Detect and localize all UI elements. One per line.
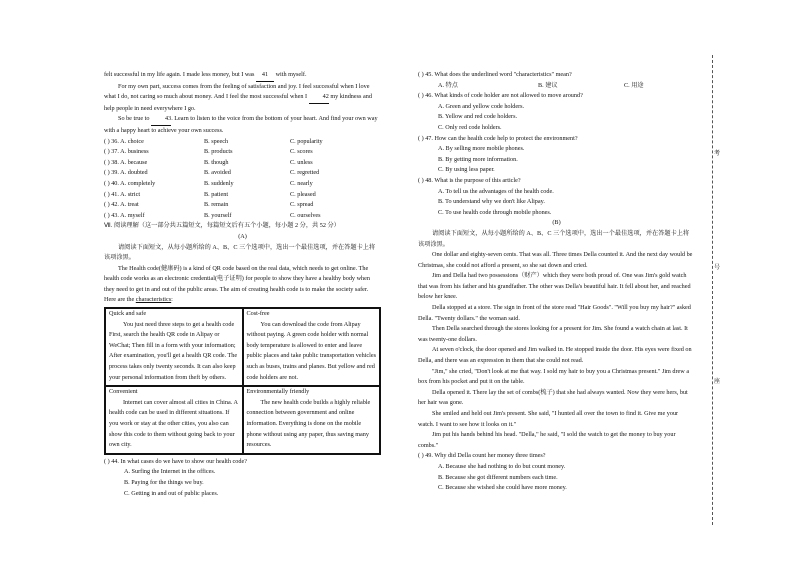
question: ( ) 49. Why did Della count her money three times? xyxy=(418,452,546,460)
answer-blank: 42 xyxy=(309,92,329,104)
question-option: B. yourself xyxy=(204,211,232,219)
option-row xyxy=(104,179,381,190)
question: ( ) 45. What does the underlined word "characteristics" mean? xyxy=(418,71,572,78)
question-option: B. avoided xyxy=(204,169,231,177)
binding-line xyxy=(712,55,713,525)
choice: C. Only red code holders. xyxy=(438,123,502,131)
question-option: C. pleased xyxy=(290,190,316,198)
option-row xyxy=(104,158,381,169)
text: felt successful in my life again. I made less money, but I was xyxy=(104,71,257,78)
info-box xyxy=(243,308,381,386)
choice: B. Because she got different numbers each time. xyxy=(438,473,558,481)
question: ( ) 48. What is the purpose of this article? xyxy=(418,176,521,184)
paragraph: Della opened it. There lay the set of combs(梳子) that she had always wanted. Now they were hers, but her hair was gone. xyxy=(418,388,688,407)
question-option-a: ( ) 36. A. choice xyxy=(104,137,144,145)
question-option: B. products xyxy=(204,148,233,156)
choice: B. Paying for the things we buy. xyxy=(124,478,204,486)
text: The Health code(健康码) is a kind of QR code based on the real data, which needs to get online. The health code works as an electronic credential(电子证明) for people to show they have a healthy body when they need to get in and out of the public areas. The aim of creating health code is to make the society safer. Here are the xyxy=(104,264,370,304)
box-heading: Environmentally friendly xyxy=(246,388,310,396)
paragraph xyxy=(104,114,381,136)
passage-label: (A) xyxy=(238,232,247,240)
paragraph: Jim and Della had two possessions（财产）which they were both proud of. One was Jim's gold watch that was from his father and his grandfather. The other was Della's beautiful hair. It fell about her, and reached below her knee. xyxy=(418,272,691,301)
option-row xyxy=(104,137,381,148)
text: with myself. xyxy=(274,71,307,78)
choice: C. Because she wished she could have more money. xyxy=(438,484,567,492)
choice: A. 特点 xyxy=(438,81,458,89)
question-option: C. unless xyxy=(290,158,313,166)
instruction: 请阅读下面短文，从每小题所给的 A、B、C 三个选项中，选出一个最佳选项，并在答题卡上将该项涂黑。 xyxy=(418,229,690,248)
box-text: You just need three steps to get a health code First, search the health QR code in Alipay or WeChat; Then fill in a form with your information; After examination, you'll get a health QR code. The process takes only twenty seconds. It can also keep your personal information from theft by others. xyxy=(109,320,238,381)
option-row xyxy=(104,168,381,179)
instruction: 请阅读下面短文，从每小题所给的 A、B、C 三个选项中，选出一个最佳选项，并在答题卡上将该项涂黑。 xyxy=(104,243,376,262)
question: ( ) 47. How can the health code help to protect the environment? xyxy=(418,134,578,142)
option-row xyxy=(104,147,381,158)
section-heading: Ⅶ. 阅读理解（这一部分共五篇短文，每篇短文后有五个小题，每小题 2 分，共 52 分） xyxy=(104,222,340,230)
margin-label: 座 xyxy=(714,378,721,385)
question: ( ) 46. What kinds of code holder are not allowed to move around? xyxy=(418,92,583,100)
box-text: You can download the code from Alipay without paying. A green code holder with normal body temperature is allowed to enter and leave public places and take public transportation vehicles such as buses, trains and planes. But yellow and red code holders are not. xyxy=(246,320,377,381)
paragraph: Jim put his hands behind his head. "Della," he said, "I sold the watch to get the money to buy your combs." xyxy=(418,431,676,449)
choice: C. To use health code through mobile phones. xyxy=(438,208,552,216)
box-heading: Quick and safe xyxy=(109,310,147,318)
question-option: C. ourselves xyxy=(290,211,321,219)
choice-row xyxy=(418,81,695,92)
question-option: B. speech xyxy=(204,137,229,145)
option-row xyxy=(104,200,381,211)
question: ( ) 44. In what cases do we have to show our health code? xyxy=(104,457,247,465)
paragraph: "Jim," she cried, "Don't look at me that way. I sold my hair to buy you a Christmas present." Jim drew a box from his pocket and put it on the table. xyxy=(418,367,690,386)
options-table xyxy=(104,137,381,222)
question-option-a: ( ) 43. A. myself xyxy=(104,211,145,219)
question-option: C. popularity xyxy=(290,137,323,145)
question-option: B. patient xyxy=(204,190,229,198)
paragraph: She smiled and held out Jim's present. She said, "I hunted all over the town to find it. Give me your watch. I want to see how it looks on it." xyxy=(418,410,679,428)
right-column xyxy=(418,70,695,494)
box-text: Internet can cover almost all cities in China. A health code can be used in different situations. If you work or stay at the other cities, you also can show this code to them without going back to your own city. xyxy=(109,398,238,449)
margin-label: 号 xyxy=(714,264,721,271)
paragraph xyxy=(104,264,381,306)
box-text: The new health code builds a highly reliable connection between government and online information. Everything is done on the mobile phone without using any paper, thus saving many resources. xyxy=(246,398,371,449)
choice: A. Surfing the Internet in the offices. xyxy=(124,468,216,476)
question-option-a: ( ) 38. A. because xyxy=(104,158,148,166)
box-heading: Convenient xyxy=(109,388,138,396)
question-option: B. though xyxy=(204,158,229,166)
choice: A. Because she had nothing to do but count money. xyxy=(438,462,566,470)
info-box-grid xyxy=(104,307,381,455)
choice: A. To tell us the advantages of the health code. xyxy=(438,187,554,195)
choice: B. Yellow and red code holders. xyxy=(438,113,518,121)
choice: B. 建议 xyxy=(538,81,558,89)
passage-label: (B) xyxy=(552,219,561,227)
question-option-a: ( ) 41. A. strict xyxy=(104,190,141,198)
question-option: B. remain xyxy=(204,201,229,209)
choice: C. Getting in and out of public places. xyxy=(124,489,219,497)
answer-blank: 43 xyxy=(151,114,171,126)
underlined-word: characteristics xyxy=(135,296,172,304)
question-option: B. suddenly xyxy=(204,179,234,187)
choice: A. By selling more mobile phones. xyxy=(438,145,525,153)
option-row xyxy=(104,211,381,222)
choice: C. 用途 xyxy=(624,81,644,89)
choice: A. Green and yellow code holders. xyxy=(438,102,525,110)
paragraph: Then Della searched through the stores looking for a present for Jim. She found a watch chain at last. It was twenty-one dollars. xyxy=(418,325,688,343)
text: So be true to xyxy=(118,115,151,123)
question-option: C. spread xyxy=(290,201,314,209)
answer-blank: 41 xyxy=(256,70,274,82)
paragraph xyxy=(104,70,381,82)
info-box xyxy=(105,386,243,454)
paragraph: At seven o'clock, the door opened and Jim walked in. He stopped inside the door. His eyes were fixed on Della, and there was an expression in them that she could not read. xyxy=(418,346,692,365)
choice: B. By getting more information. xyxy=(438,155,518,163)
question-option-a: ( ) 42. A. treat xyxy=(104,201,139,209)
question-option-a: ( ) 37. A. business xyxy=(104,148,149,156)
paragraph xyxy=(104,82,381,115)
choice: B. To understand why we don't like Alipay. xyxy=(438,198,545,206)
box-heading: Cost-free xyxy=(246,310,270,318)
option-row xyxy=(104,190,381,201)
info-box xyxy=(243,386,381,454)
choice: C. By using less paper. xyxy=(438,166,495,174)
question-option: C. scores xyxy=(290,148,313,156)
info-box xyxy=(105,308,243,386)
text: : xyxy=(171,296,173,304)
paragraph: Della stopped at a store. The sign in front of the store read "Hair Goods". "Will you buy my hair?" asked Della. "Twenty dollars." the woman said. xyxy=(418,304,691,322)
paragraph: One dollar and eighty-seven cents. That was all. Three times Della counted it. And the next day would be Christmas, she could not afford a present, so she sat down and cried. xyxy=(418,251,693,269)
question-option-a: ( ) 40. A. completely xyxy=(104,179,156,187)
text: . Learn to listen to the voice from the bottom of your heart. And find your own way with a happy heart to achieve your own success. xyxy=(104,115,378,134)
margin-label: 考 xyxy=(714,150,721,157)
text: For my own part, success comes from the feeling of satisfaction and joy. I feel successful when I love what I do, not caring so much about money. And I feel the most successful when I xyxy=(104,82,370,101)
question-option: C. nearly xyxy=(290,179,313,187)
left-column xyxy=(104,70,381,499)
question-option-a: ( ) 39. A. doubted xyxy=(104,169,148,177)
question-option: C. regretted xyxy=(290,169,320,177)
text: my kindness and help people in need everywhere I go. xyxy=(104,93,372,112)
